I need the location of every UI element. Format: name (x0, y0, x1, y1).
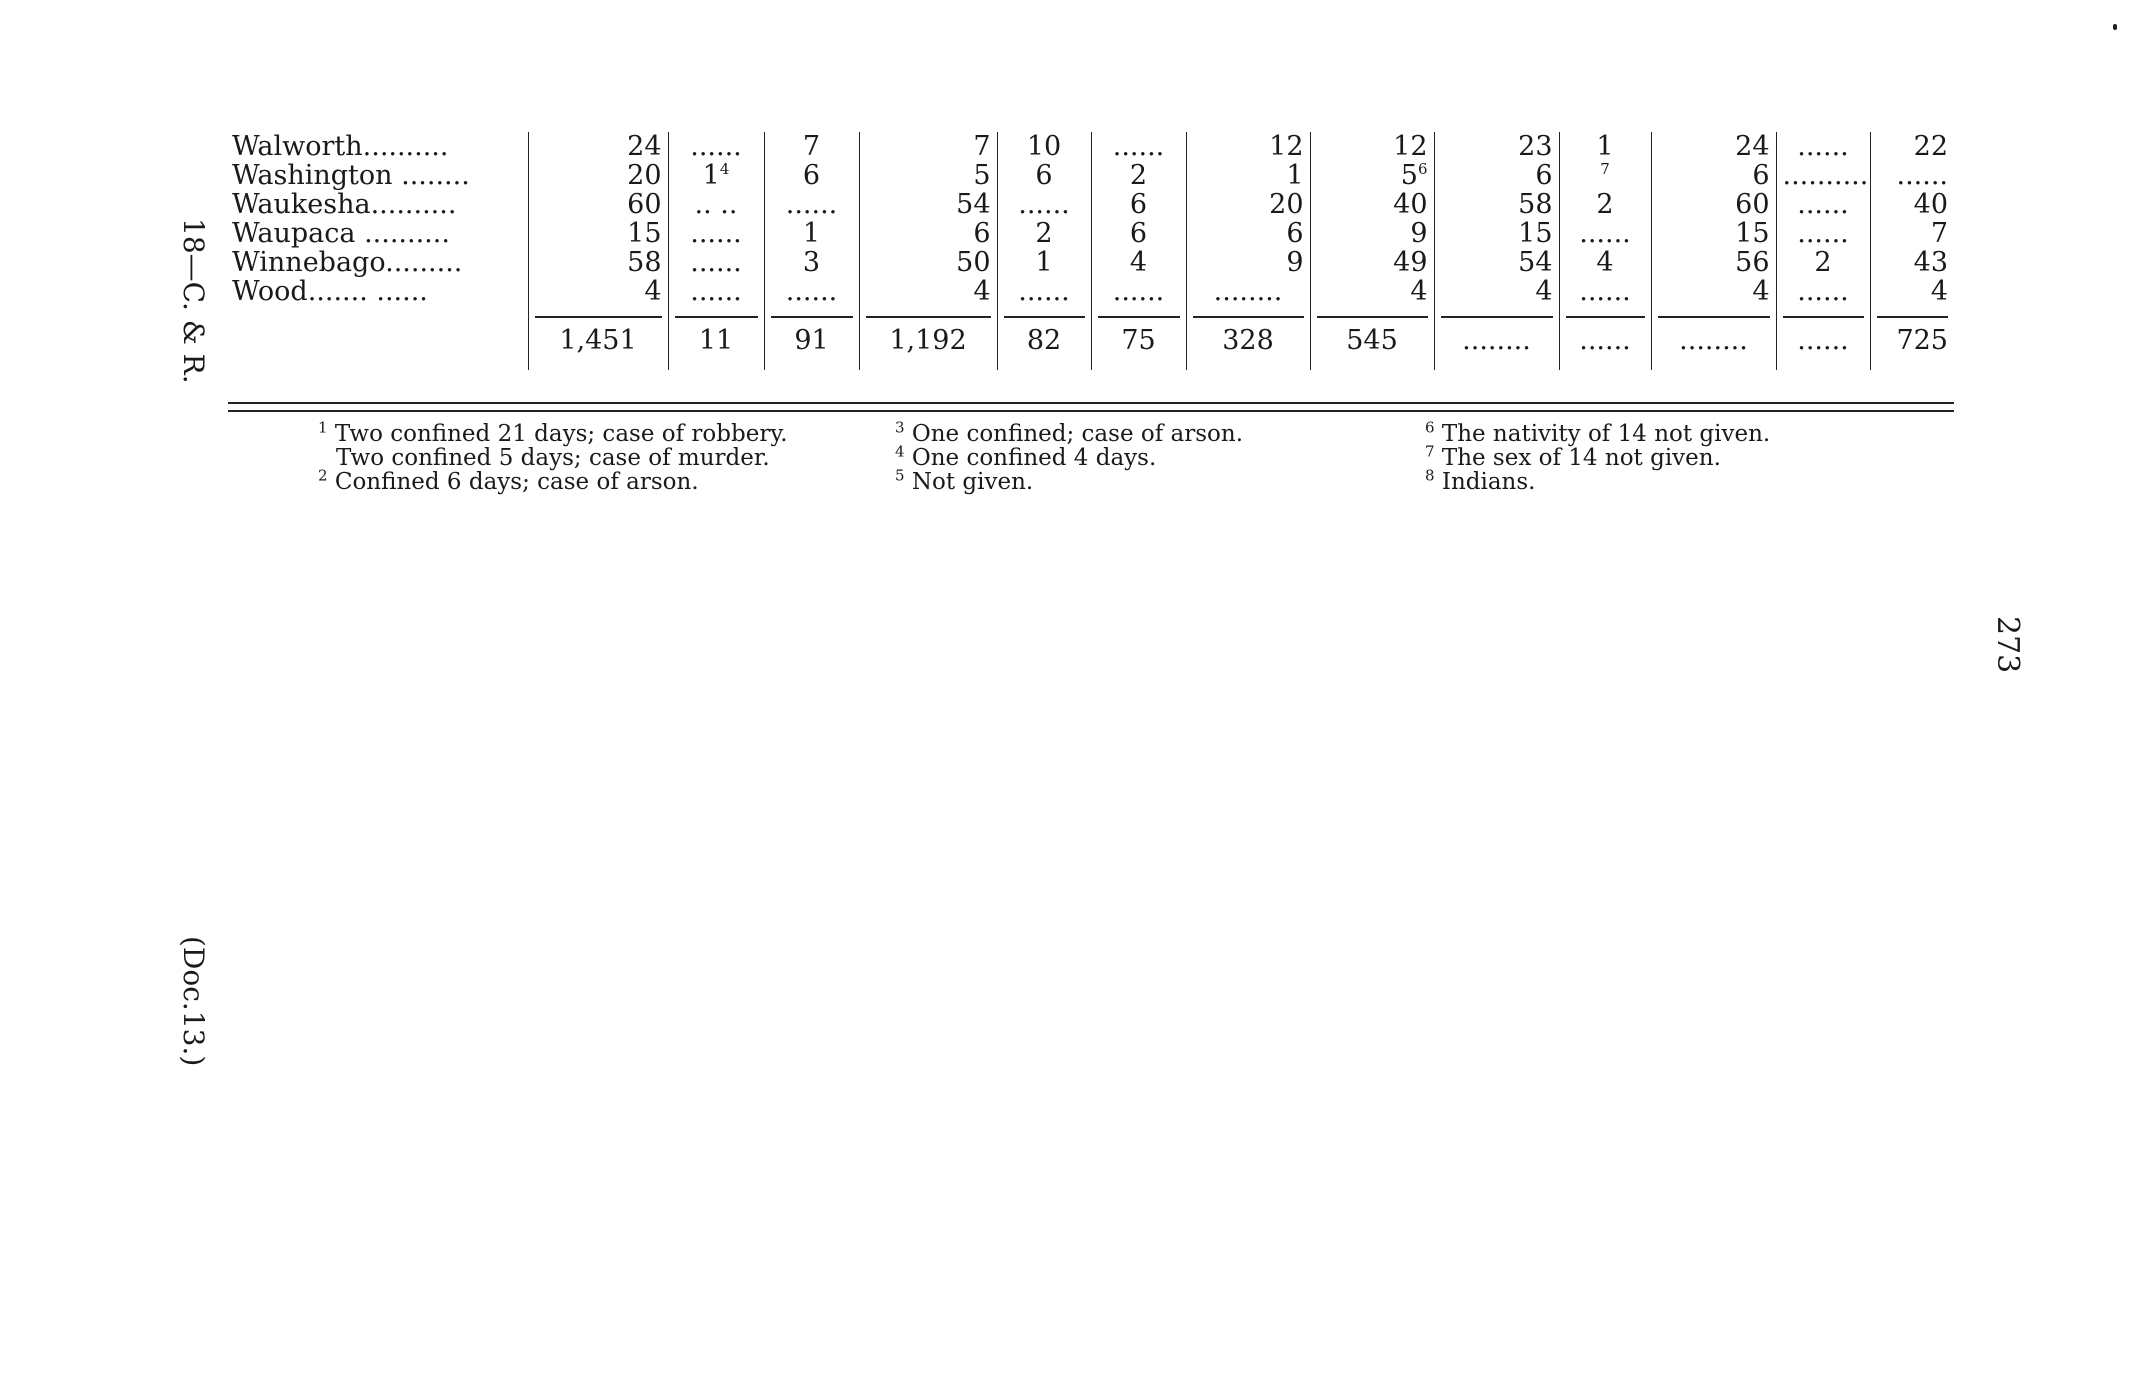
table-cell: ........ (1186, 277, 1310, 306)
total-cell: ........ (1434, 316, 1559, 370)
table-cell: 4 (1559, 248, 1651, 277)
total-cell: 1,192 (859, 316, 997, 370)
spacer-cell (668, 306, 764, 316)
total-cell: 11 (668, 316, 764, 370)
table-cell: 6 (1186, 219, 1310, 248)
footnote-mark: 7 (1425, 442, 1435, 461)
county-name: Winnebago......... (232, 248, 463, 277)
footnote (1425, 466, 1770, 495)
county-name: Waupaca .......... (232, 219, 450, 248)
footnote-text: Confined 6 days; case of arson. (334, 469, 699, 495)
table-cell: .. .. (668, 190, 764, 219)
table-row (228, 277, 1954, 306)
table-cell: 58 (1434, 190, 1559, 219)
footnotes-column-2 (895, 418, 1244, 495)
table-cell: 6 (764, 161, 859, 190)
table-cell: 12 (1186, 132, 1310, 161)
spacer-cell (764, 306, 859, 316)
total-cell: 91 (764, 316, 859, 370)
table-cell: 43 (1870, 248, 1954, 277)
table-cell: 49 (1310, 248, 1434, 277)
footnotes-column-1 (318, 418, 788, 495)
table-cell: 58 (528, 248, 668, 277)
spacer-cell (1776, 306, 1870, 316)
footnote (318, 466, 788, 495)
total-cell: 725 (1870, 316, 1954, 370)
footnote (895, 466, 1243, 495)
table-cell: 1 (997, 248, 1091, 277)
table-cell: 4 (1091, 248, 1186, 277)
totals-row (228, 316, 1954, 370)
margin-doc-number: (Doc.13.) (177, 936, 210, 1067)
total-cell: ...... (1776, 316, 1870, 370)
table-cell: 7 (764, 132, 859, 161)
table-cell: 15 (528, 219, 668, 248)
table-cell: 60 (528, 190, 668, 219)
table-cell: ...... (668, 219, 764, 248)
table-cell: 40 (1870, 190, 1954, 219)
footnote (318, 446, 788, 470)
table-cell: 22 (1870, 132, 1954, 161)
table-cell: ...... (764, 190, 859, 219)
table-cell: 20 (1186, 190, 1310, 219)
totals-label-cell (228, 316, 528, 370)
total-cell: ........ (1651, 316, 1776, 370)
table-row (228, 132, 1954, 161)
page-speck (2113, 24, 2117, 30)
footnote-text: Not given. (911, 469, 1034, 495)
footnote (895, 418, 1244, 447)
spacer-cell (1870, 306, 1954, 316)
table-cell: ...... (997, 190, 1091, 219)
table-bottom-rule (228, 402, 1954, 412)
spacer-cell (997, 306, 1091, 316)
footnote-text: The sex of 14 not given. (1441, 445, 1721, 471)
table-cell: 54 (859, 190, 997, 219)
table-cell: 56 (1651, 248, 1776, 277)
table-cell: 5 (859, 161, 997, 190)
footnote-text: Indians. (1441, 469, 1536, 495)
margin-doc-code: 18—C. & R. (177, 218, 210, 384)
table-cell: 2 (1776, 248, 1870, 277)
table-cell: 7 (1870, 219, 1954, 248)
table-cell: 4 (1434, 277, 1559, 306)
table-cell: ...... (1776, 277, 1870, 306)
table-cell: 1 (1186, 161, 1310, 190)
footnote-text: Two confined 5 days; case of murder. (336, 445, 770, 471)
table-cell: ...... (668, 248, 764, 277)
table-cell: ...... (1559, 219, 1651, 248)
spacer-cell (1651, 306, 1776, 316)
total-cell: 328 (1186, 316, 1310, 370)
table-cell: 1 (764, 219, 859, 248)
footnote-text: One confined; case of arson. (911, 421, 1244, 447)
county-name: Washington ........ (232, 161, 470, 190)
footnote (1425, 442, 1770, 471)
county-name: Walworth.......... (232, 132, 449, 161)
table-cell: 9 (1186, 248, 1310, 277)
table-spacer (228, 306, 1954, 316)
table-cell: 60 (1651, 190, 1776, 219)
footnote-text: Two confined 21 days; case of robbery. (334, 421, 788, 447)
footnote-text: One confined 4 days. (911, 445, 1157, 471)
spacer-cell (1559, 306, 1651, 316)
table-cell: ...... (1776, 190, 1870, 219)
table-cell: 4 (1310, 277, 1434, 306)
table-cell: ...... (1870, 161, 1954, 190)
county-name: Waukesha.......... (232, 190, 457, 219)
table-cell: 4 (528, 277, 668, 306)
table-cell: 54 (1434, 248, 1559, 277)
footnote-text: The nativity of 14 not given. (1441, 421, 1771, 447)
table-row (228, 161, 1954, 190)
table-cell (668, 161, 764, 190)
footnote-mark: 6 (1425, 418, 1435, 437)
table-cell: 6 (1091, 219, 1186, 248)
table-row (228, 248, 1954, 277)
table-cell: 50 (859, 248, 997, 277)
table-cell: 4 (859, 277, 997, 306)
table-cell: 15 (1651, 219, 1776, 248)
table-cell: 4 (1870, 277, 1954, 306)
total-cell: 545 (1310, 316, 1434, 370)
table-cell: 3 (764, 248, 859, 277)
page-number: 273 (1990, 616, 2025, 674)
cell-value: 1 (702, 161, 720, 190)
table-cell: ...... (1559, 277, 1651, 306)
table-cell: ...... (997, 277, 1091, 306)
table-cell: ...... (1776, 132, 1870, 161)
table-cell: 7 (859, 132, 997, 161)
table-cell: 6 (1091, 190, 1186, 219)
footnotes-column-3 (1425, 418, 1771, 495)
spacer-cell (1434, 306, 1559, 316)
table-cell: 6 (997, 161, 1091, 190)
cell-value: 5 (1400, 161, 1418, 190)
spacer-cell (1310, 306, 1434, 316)
table-cell: ...... (1091, 277, 1186, 306)
table-cell: ...... (668, 277, 764, 306)
table-cell: 2 (1091, 161, 1186, 190)
footnote (1425, 418, 1771, 447)
spacer-cell (228, 306, 528, 316)
table-cell: 6 (1434, 161, 1559, 190)
table-cell: .......... (1776, 161, 1870, 190)
table-cell: 15 (1434, 219, 1559, 248)
table-cell: 1 (1559, 132, 1651, 161)
total-cell: 82 (997, 316, 1091, 370)
footnote-mark: 7 (1600, 161, 1610, 178)
spacer-cell (528, 306, 668, 316)
table-cell: 24 (528, 132, 668, 161)
footnote-mark: 8 (1425, 466, 1435, 485)
table-cell: ...... (1091, 132, 1186, 161)
spacer-cell (1091, 306, 1186, 316)
total-cell: 75 (1091, 316, 1186, 370)
total-cell: 1,451 (528, 316, 668, 370)
footnote (895, 442, 1243, 471)
table-cell: 40 (1310, 190, 1434, 219)
table-cell: 4 (1651, 277, 1776, 306)
table-cell: 2 (997, 219, 1091, 248)
table-cell (1559, 161, 1651, 190)
table-cell: 2 (1559, 190, 1651, 219)
footnote-mark: 3 (895, 418, 905, 437)
spacer-cell (859, 306, 997, 316)
table-cell: ...... (764, 277, 859, 306)
spacer-cell (1186, 306, 1310, 316)
table-cell (1310, 161, 1434, 190)
footnote-mark: 4 (895, 442, 905, 461)
table-cell: 6 (859, 219, 997, 248)
county-name: Wood....... ...... (232, 277, 428, 306)
table-cell: 6 (1651, 161, 1776, 190)
table-cell: 9 (1310, 219, 1434, 248)
footnote-mark: 2 (318, 466, 328, 485)
footnote-mark: 5 (895, 466, 905, 485)
table-cell: 10 (997, 132, 1091, 161)
table-cell: ...... (1776, 219, 1870, 248)
table-cell: 20 (528, 161, 668, 190)
footnote-mark: 6 (1417, 161, 1428, 178)
table-cell: 24 (1651, 132, 1776, 161)
county-statistics-table (228, 132, 1954, 370)
table-row (228, 219, 1954, 248)
table-cell: 23 (1434, 132, 1559, 161)
footnote (318, 418, 788, 447)
total-cell: ...... (1559, 316, 1651, 370)
footnote-mark: 1 (318, 418, 328, 437)
table-cell: ...... (668, 132, 764, 161)
footnote-mark: 4 (719, 161, 730, 178)
table-row (228, 190, 1954, 219)
table-cell: 12 (1310, 132, 1434, 161)
